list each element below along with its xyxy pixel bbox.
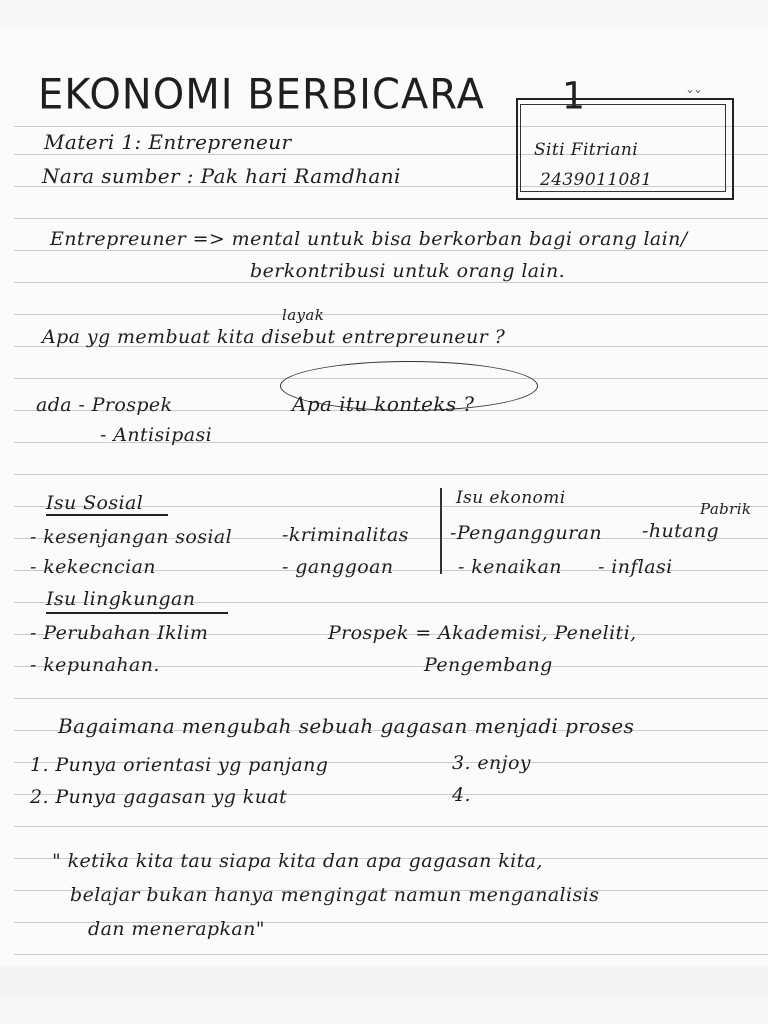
isu-lingkungan-heading: Isu lingkungan [46,588,196,610]
bagaimana-item: 4. [452,784,471,806]
quote-line-2: belajar bukan hanya mengingat namun menganalisis [70,884,600,906]
column-divider [440,488,442,574]
prospek-line-2: Pengembang [424,654,553,676]
quote-line-1: " ketika kita tau siapa kita dan apa gagasan kita, [52,850,543,872]
page-bottom-margin [0,966,768,996]
materi-line: Materi 1: Entrepreneur [44,130,292,154]
ruled-line [14,474,768,475]
definition-line-2: berkontribusi untuk orang lain. [250,260,566,282]
page-title: EKONOMI BERBICARA [38,70,485,120]
isu-sosial-item: - kesenjangan sosial [30,526,233,548]
quote-line-3: dan menerapkan" [88,918,265,940]
isu-sosial-item: - kekecncian [30,556,156,578]
bagaimana-heading: Bagaimana mengubah sebuah gagasan menjadi proses [58,714,635,738]
student-id: 2439011081 [540,170,653,190]
isu-lingkungan-item: - Perubahan Iklim [30,622,209,644]
isu-sosial-item: - ganggoan [282,556,394,578]
isu-sosial-item: -kriminalitas [282,524,409,546]
oval-text: Apa itu konteks ? [292,392,475,416]
isu-sosial-underline [46,514,168,516]
isu-lingkungan-underline [46,612,228,614]
question-annotation: layak [282,306,325,324]
isu-sosial-heading: Isu Sosial [46,492,144,514]
definition-line-1: Entrepreuner => mental untuk bisa berkorban bagi orang lain/ [50,228,688,250]
ruled-line [14,218,768,219]
page-number: 1 [562,74,586,119]
isu-ekonomi-item: - inflasi [598,556,673,578]
isu-ekonomi-item: - kenaikan [458,556,562,578]
narasumber-line: Nara sumber : Pak hari Ramdhani [42,164,401,188]
isu-ekonomi-heading: Isu ekonomi [456,488,566,508]
ada-antisipasi: - Antisipasi [100,424,213,446]
ruled-line [14,698,768,699]
isu-ekonomi-annotation: Pabrik [700,500,752,518]
question-text: Apa yg membuat kita disebut entrepreuneur ? [42,326,506,348]
bagaimana-item: 1. Punya orientasi yg panjang [30,754,329,776]
decoration-mark: ˇˇ [686,88,702,107]
prospek-line-1: Prospek = Akademisi, Peneliti, [328,622,637,644]
bagaimana-item: 3. enjoy [452,752,531,774]
ruled-line [14,826,768,827]
isu-ekonomi-item: -Pengangguran [450,522,602,544]
ada-prospek: ada - Prospek [36,394,173,416]
ruled-line [14,954,768,955]
bagaimana-item: 2. Punya gagasan yg kuat [30,786,288,808]
ruled-line [14,250,768,251]
ruled-line [14,282,768,283]
student-name: Siti Fitriani [534,140,639,160]
isu-ekonomi-item: -hutang [642,520,720,542]
ruled-line [14,314,768,315]
isu-lingkungan-item: - kepunahan. [30,654,160,676]
